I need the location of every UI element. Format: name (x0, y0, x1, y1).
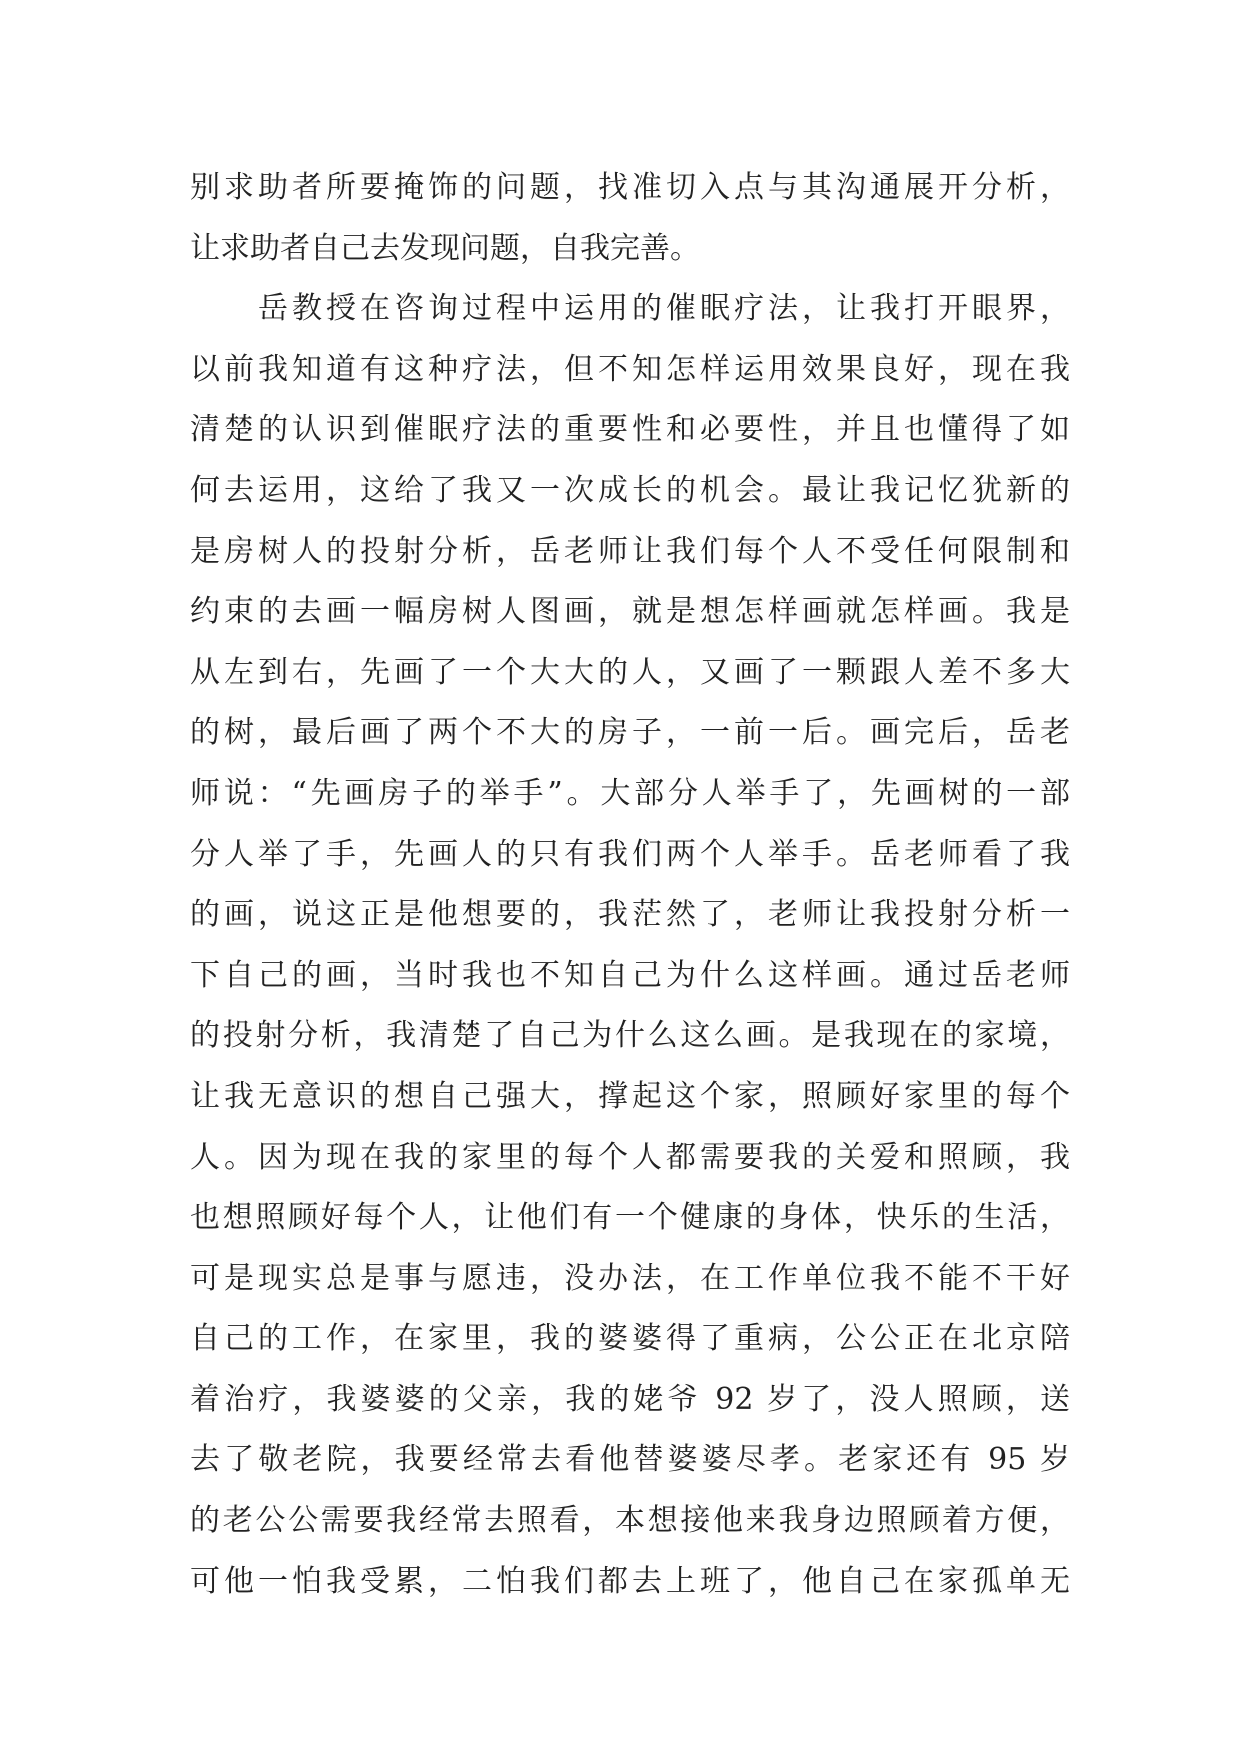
text-line: 的树，最后画了两个不大的房子，一前一后。画完后，岳老 (190, 715, 1070, 751)
text-line: 可他一怕我受累，二怕我们都去上班了，他自己在家孤单无 (190, 1563, 1070, 1599)
text-line: 的投射分析，我清楚了自己为什么这么画。是我现在的家境， (190, 1018, 1070, 1054)
text-line: 岳教授在咨询过程中运用的催眠疗法，让我打开眼界， (190, 291, 1070, 327)
text-line: 的画，说这正是他想要的，我茫然了，老师让我投射分析一 (190, 897, 1070, 933)
text-line: 师说：“先画房子的举手”。大部分人举手了，先画树的一部 (190, 775, 1070, 811)
text-line: 自己的工作，在家里，我的婆婆得了重病，公公正在北京陪 (190, 1321, 1070, 1357)
text-line: 分人举了手，先画人的只有我们两个人举手。岳老师看了我 (190, 836, 1070, 872)
text-line: 下自己的画，当时我也不知自己为什么这样画。通过岳老师 (190, 957, 1070, 993)
text-line: 让我无意识的想自己强大，撑起这个家，照顾好家里的每个 (190, 1078, 1070, 1114)
text-line: 去了敬老院，我要经常去看他替婆婆尽孝。老家还有 95 岁 (190, 1442, 1070, 1478)
body-text (190, 158, 1070, 1612)
text-line: 也想照顾好每个人，让他们有一个健康的身体，快乐的生活， (190, 1200, 1070, 1236)
text-line: 是房树人的投射分析，岳老师让我们每个人不受任何限制和 (190, 533, 1070, 569)
text-line: 从左到右，先画了一个大大的人，又画了一颗跟人差不多大 (190, 654, 1070, 690)
text-line: 着治疗，我婆婆的父亲，我的姥爷 92 岁了，没人照顾，送 (190, 1381, 1070, 1417)
text-line: 何去运用，这给了我又一次成长的机会。最让我记忆犹新的 (190, 472, 1070, 508)
text-line: 约束的去画一幅房树人图画，就是想怎样画就怎样画。我是 (190, 594, 1070, 630)
text-line: 人。因为现在我的家里的每个人都需要我的关爱和照顾，我 (190, 1139, 1070, 1175)
text-line: 别求助者所要掩饰的问题，找准切入点与其沟通展开分析， (190, 170, 1070, 205)
text-line: 可是现实总是事与愿违，没办法，在工作单位我不能不干好 (190, 1260, 1070, 1296)
text-line: 的老公公需要我经常去照看，本想接他来我身边照顾着方便， (190, 1503, 1070, 1539)
text-line: 以前我知道有这种疗法，但不知怎样运用效果良好，现在我 (190, 351, 1070, 387)
text-line: 清楚的认识到催眠疗法的重要性和必要性，并且也懂得了如 (190, 412, 1070, 448)
text-line: 让求助者自己去发现问题，自我完善。 (190, 230, 700, 266)
